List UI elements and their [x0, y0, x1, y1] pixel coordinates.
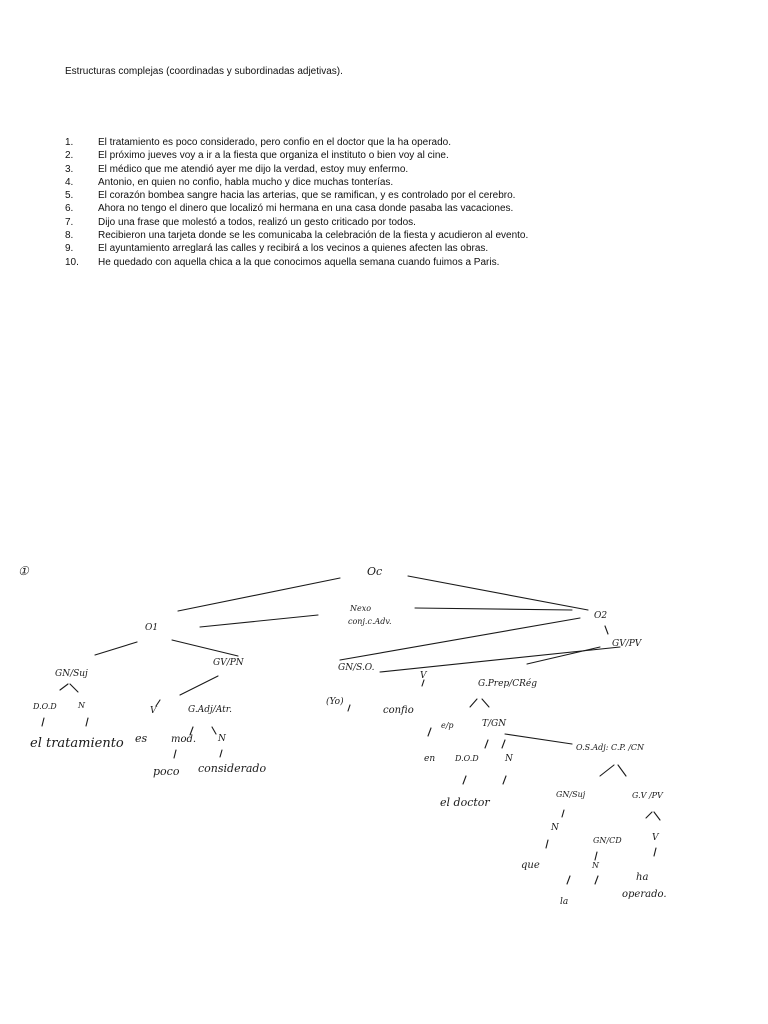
- word-ha-label: ha: [636, 872, 649, 883]
- word-que: que: [521, 860, 540, 871]
- node-mod: mod.: [171, 734, 197, 745]
- item-number: 9.: [65, 243, 74, 255]
- item-number: 8.: [65, 230, 74, 242]
- document-title: Estructuras complejas (coordinadas y subordinadas adjetivas).: [65, 66, 343, 77]
- item-text: El ayuntamiento arreglará las calles y recibirá a los vecinos a quienes afecten las obras.: [98, 243, 489, 255]
- item-number: 5.: [65, 190, 74, 202]
- node-gadj: G.Adj/Atr.: [188, 705, 232, 715]
- item-number: 7.: [65, 216, 74, 228]
- node-gv-pv: GV/PV: [612, 639, 642, 649]
- word-el-doctor: el doctor: [440, 796, 490, 809]
- node-yo: (Yo): [326, 697, 344, 707]
- item-text: Dijo una frase que molestó a todos, realizó un gesto criticado por todos.: [98, 216, 416, 228]
- node-v-3: V: [652, 833, 659, 843]
- node-v-1: V: [150, 706, 157, 716]
- word-confio: confio: [383, 705, 414, 716]
- node-gn-suj-2: GN/Suj: [556, 790, 586, 799]
- item-text: El corazón bombea sangre hacia las arterias, que se ramifican, y es controlado por el cerebro.: [98, 190, 516, 202]
- word-en: en: [424, 754, 436, 764]
- item-text: El próximo jueves voy a ir a la fiesta que organiza el instituto o bien voy al cine.: [98, 150, 449, 162]
- node-n-1: N: [78, 701, 85, 710]
- node-gv-pn: GV/PN: [213, 658, 244, 668]
- node-v-2: V: [420, 671, 427, 681]
- node-n-5: N: [592, 861, 599, 870]
- word-la: la: [560, 897, 569, 907]
- item-text: El tratamiento es poco considerado, pero confio en el doctor que la ha operado.: [98, 137, 452, 148]
- node-gv-pv-2: G.V /PV: [632, 791, 663, 800]
- word-considerado: considerado: [198, 762, 267, 775]
- word-es: es: [135, 732, 148, 745]
- node-conj: conj.c.Adv.: [348, 617, 392, 626]
- item-text: Ahora no tengo el dinero que localizó mi hermana en una casa donde pasaba las vacaciones.: [98, 203, 514, 215]
- word-operado: operado.: [622, 889, 667, 900]
- node-o1: O1: [145, 623, 159, 633]
- node-tgn: T/GN: [482, 719, 507, 729]
- node-os-adj: O.S.Adj: C.P. /CN: [576, 743, 645, 752]
- node-n-2: N: [218, 734, 226, 744]
- word-poco: poco: [153, 765, 180, 778]
- tree-ticks: [42, 680, 656, 884]
- item-number: 4.: [65, 176, 74, 188]
- node-dod-2: D.O.D: [455, 754, 479, 763]
- item-text: Recibieron una tarjeta donde se les comunicaba la celebración de la fiesta y acudieron al evento.: [98, 230, 529, 242]
- node-n-4: N: [551, 823, 559, 833]
- node-gprep: G.Prep/CRég: [478, 679, 537, 689]
- word-el-tratamiento: el tratamiento: [30, 736, 124, 751]
- node-ep: e/p: [441, 721, 454, 730]
- node-oc: Oc: [367, 565, 383, 578]
- item-text: Antonio, en quien no confio, habla mucho y dice muchas tonterías.: [98, 176, 394, 188]
- syntax-tree: [0, 540, 768, 980]
- item-number: 1.: [65, 137, 74, 148]
- marker-label: ①: [18, 564, 29, 578]
- item-number: 2.: [65, 150, 74, 162]
- node-nexo: Nexo: [350, 604, 372, 613]
- node-gn-suj: GN/Suj: [55, 669, 88, 679]
- node-o2: O2: [594, 611, 608, 621]
- node-n-3: N: [505, 754, 513, 764]
- item-number: 3.: [65, 163, 74, 175]
- node-dod-1: D.O.D: [33, 702, 57, 711]
- item-text: He quedado con aquella chica a la que conocimos aquella semana cuando fuimos a Paris.: [98, 256, 500, 268]
- item-number: 6.: [65, 203, 74, 215]
- node-gn-cd: GN/CD: [593, 836, 622, 845]
- item-text: El médico que me atendió ayer me dijo la verdad, estoy muy enfermo.: [98, 163, 409, 175]
- node-gn-so: GN/S.O.: [338, 663, 375, 673]
- item-number: 10.: [65, 256, 79, 268]
